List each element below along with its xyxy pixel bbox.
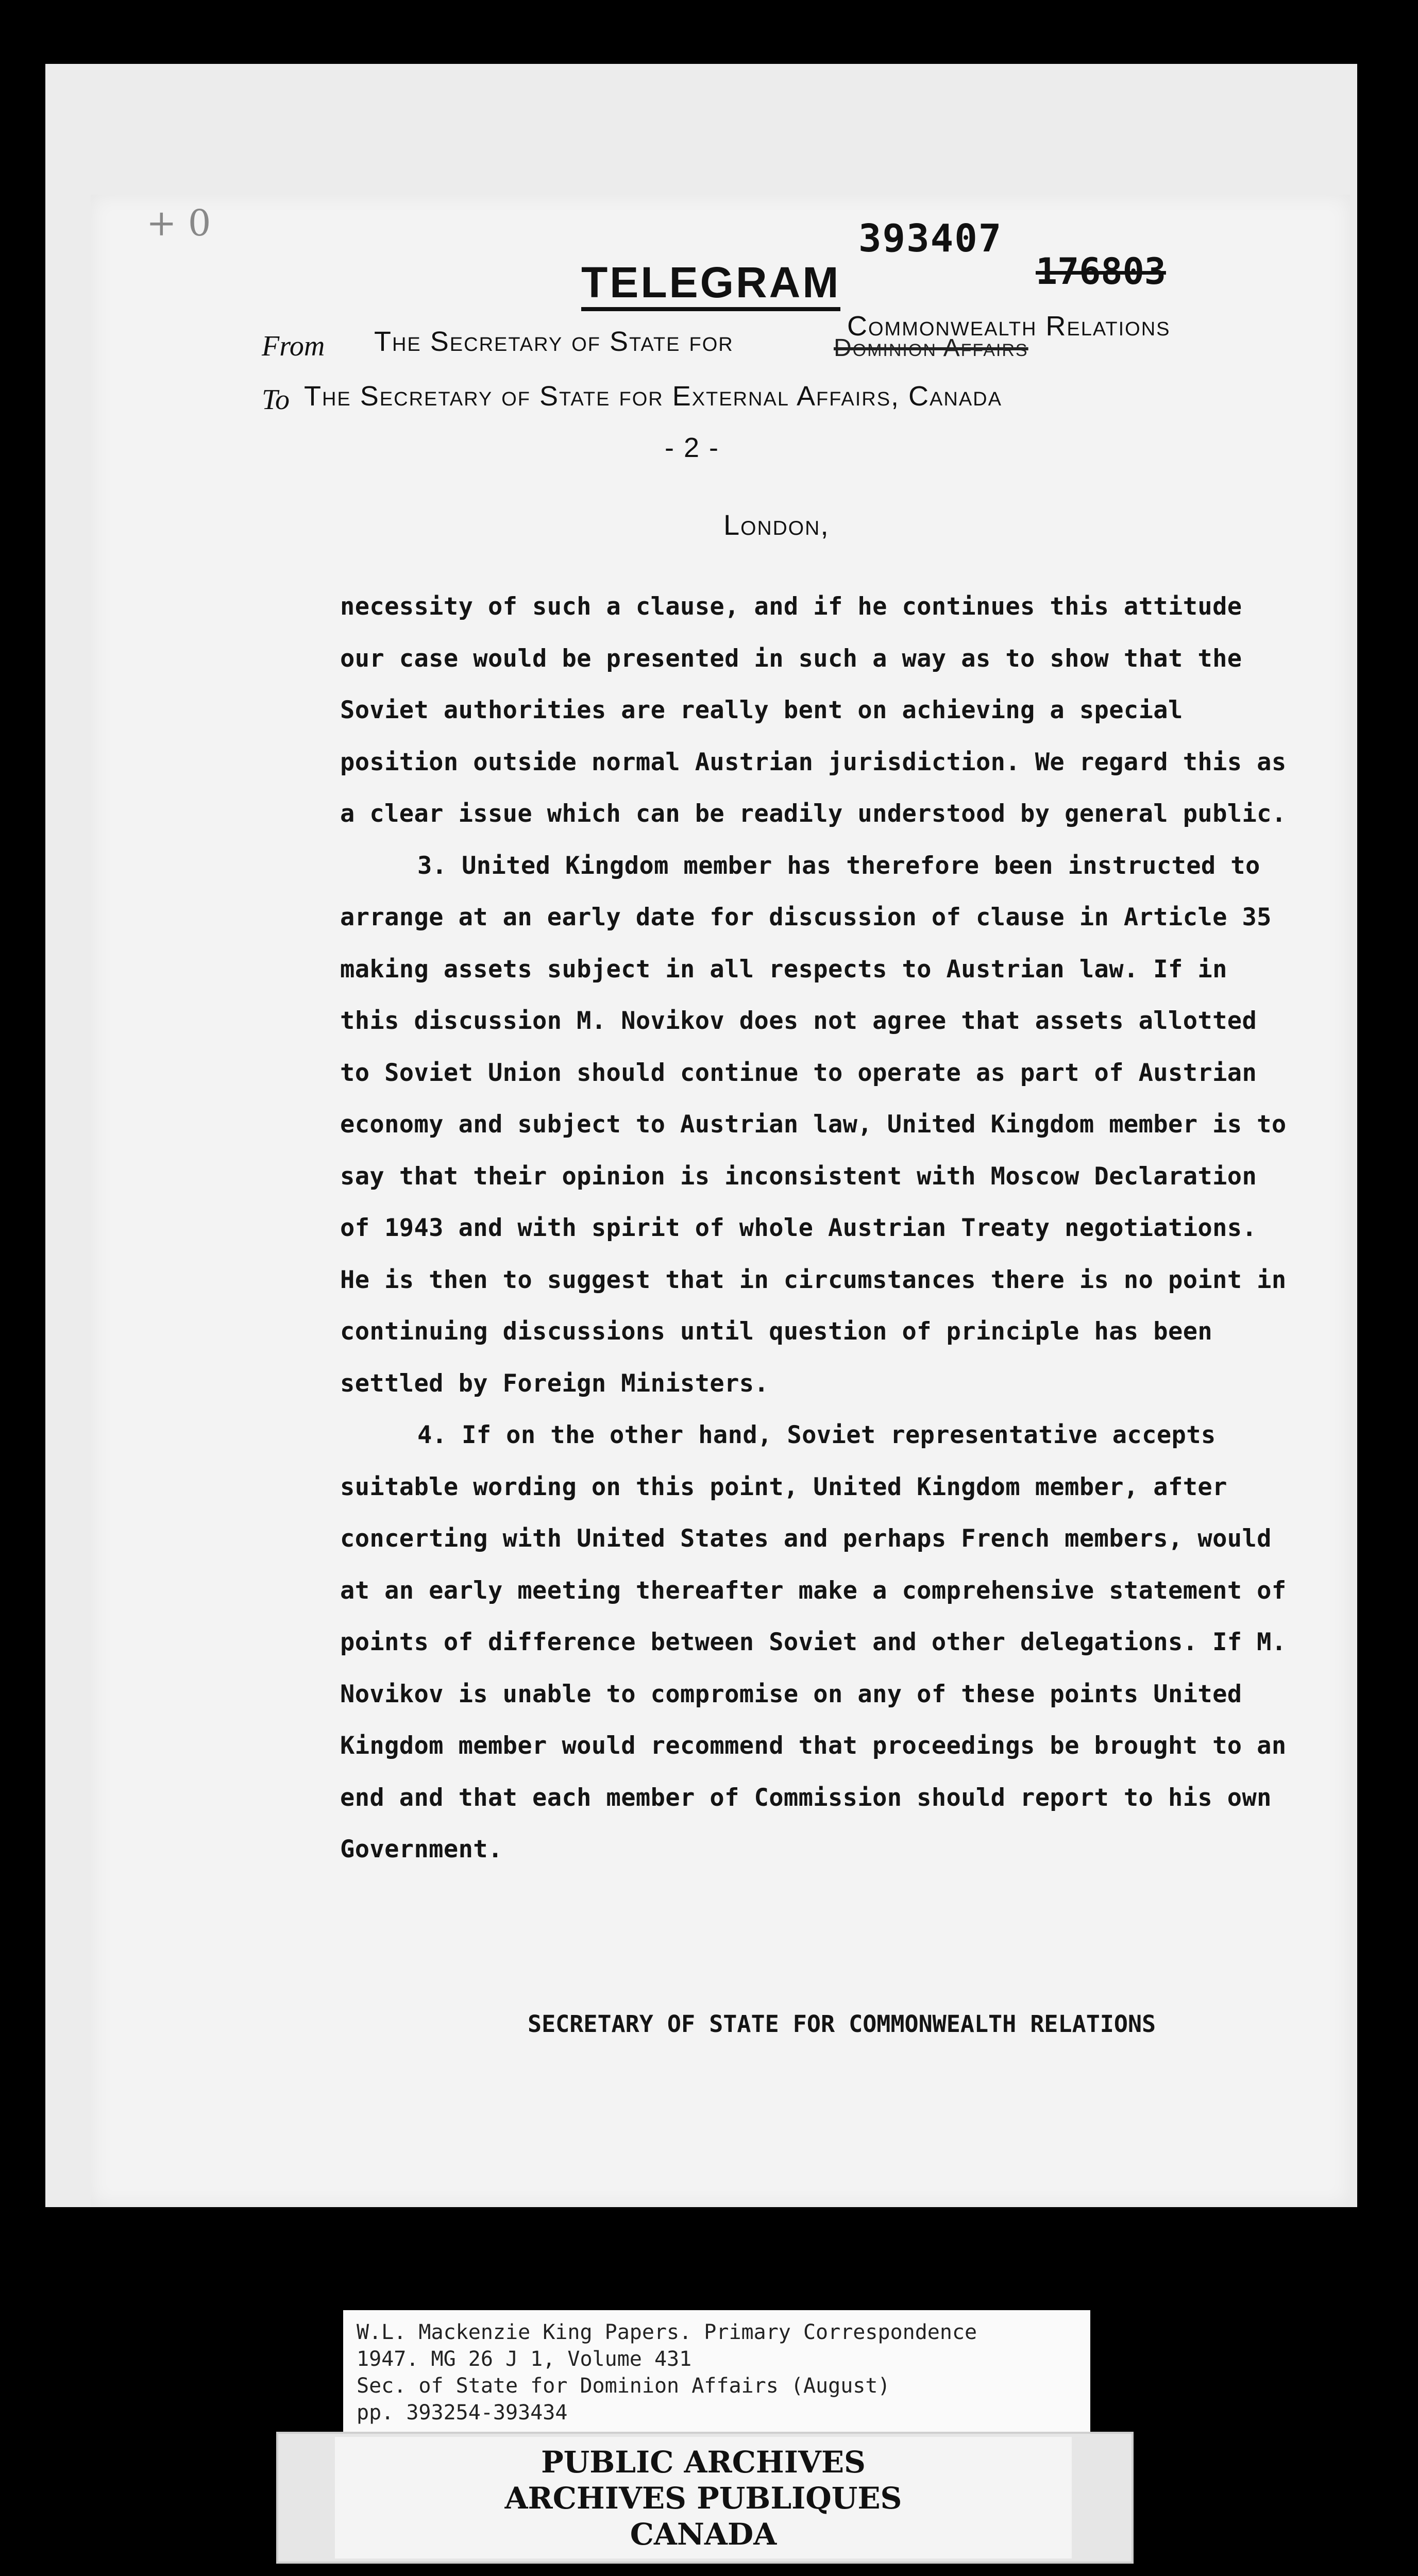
page-number: - 2 - (665, 432, 720, 463)
department-struck: Dominion Affairs (834, 334, 1028, 362)
from-sender: The Secretary of State for (374, 326, 734, 357)
body-paragraph: 3. United Kingdom member has therefore been instructed to arrange at an early date for discussion of clause in Article 35 making assets subject in all respects to Austrian law. If in this discussion M. Novikov does not agree that assets allotted to Soviet Union should continue to operate as part of Austrian economy and subject to Austrian law, United Kingdom member is to say that their opinion is inconsistent with Moscow Declaration of 1943 and with spirit of whole Austrian Treaty negotiations. He is then to suggest that in circumstances there is no point in continuing discussions until question of principle has been settled by Foreign Ministers. (340, 851, 1287, 1398)
to-recipient: The Secretary of State for External Affairs, Canada (304, 381, 1002, 412)
body-paragraph: necessity of such a clause, and if he continues this attitude our case would be presented in such a way as to show that the Soviet authorities are really bent on achieving a special position outside normal Austrian jurisdiction. We regard this as a clear issue which can be readily understood by general public. (340, 592, 1287, 828)
signature: SECRETARY OF STATE FOR COMMONWEALTH RELATIONS (528, 2010, 1156, 2038)
telegram-body (340, 581, 1293, 1876)
stamp-line: CANADA (630, 2517, 777, 2552)
archives-stamp (276, 2432, 1134, 2564)
archive-label-line: 1947. MG 26 J 1, Volume 431 (357, 2347, 692, 2371)
department-correction: Commonwealth Relations (847, 311, 1171, 342)
telegram-title: TELEGRAM (581, 261, 840, 311)
document-number: 393407 (858, 216, 1003, 261)
stamp-line: PUBLIC ARCHIVES (541, 2445, 866, 2480)
archive-label-line: W.L. Mackenzie King Papers. Primary Correspondence (357, 2320, 977, 2344)
body-paragraph: 4. If on the other hand, Soviet representative accepts suitable wording on this point, United Kingdom member, after concerting with United States and perhaps French members, would at an early meeting thereafter make a comprehensive statement of points of difference between Soviet and other delegations. If M. Novikov is unable to compromise on any of these points United Kingdom member would recommend that proceedings be brought to an end and that each member of Commission should report to his own Government. (340, 1421, 1287, 1863)
archives-stamp-inner (335, 2437, 1072, 2558)
archive-label-line: pp. 393254-393434 (357, 2401, 568, 2425)
to-label: To (262, 384, 290, 416)
origin-city: London, (723, 509, 830, 541)
margin-pencil-mark: + 0 (146, 202, 211, 244)
stamp-line: ARCHIVES PUBLIQUES (504, 2481, 902, 2516)
from-label: From (262, 330, 325, 362)
struck-document-number: 176803 (1036, 250, 1166, 293)
archive-label-line: Sec. of State for Dominion Affairs (August) (357, 2374, 890, 2398)
